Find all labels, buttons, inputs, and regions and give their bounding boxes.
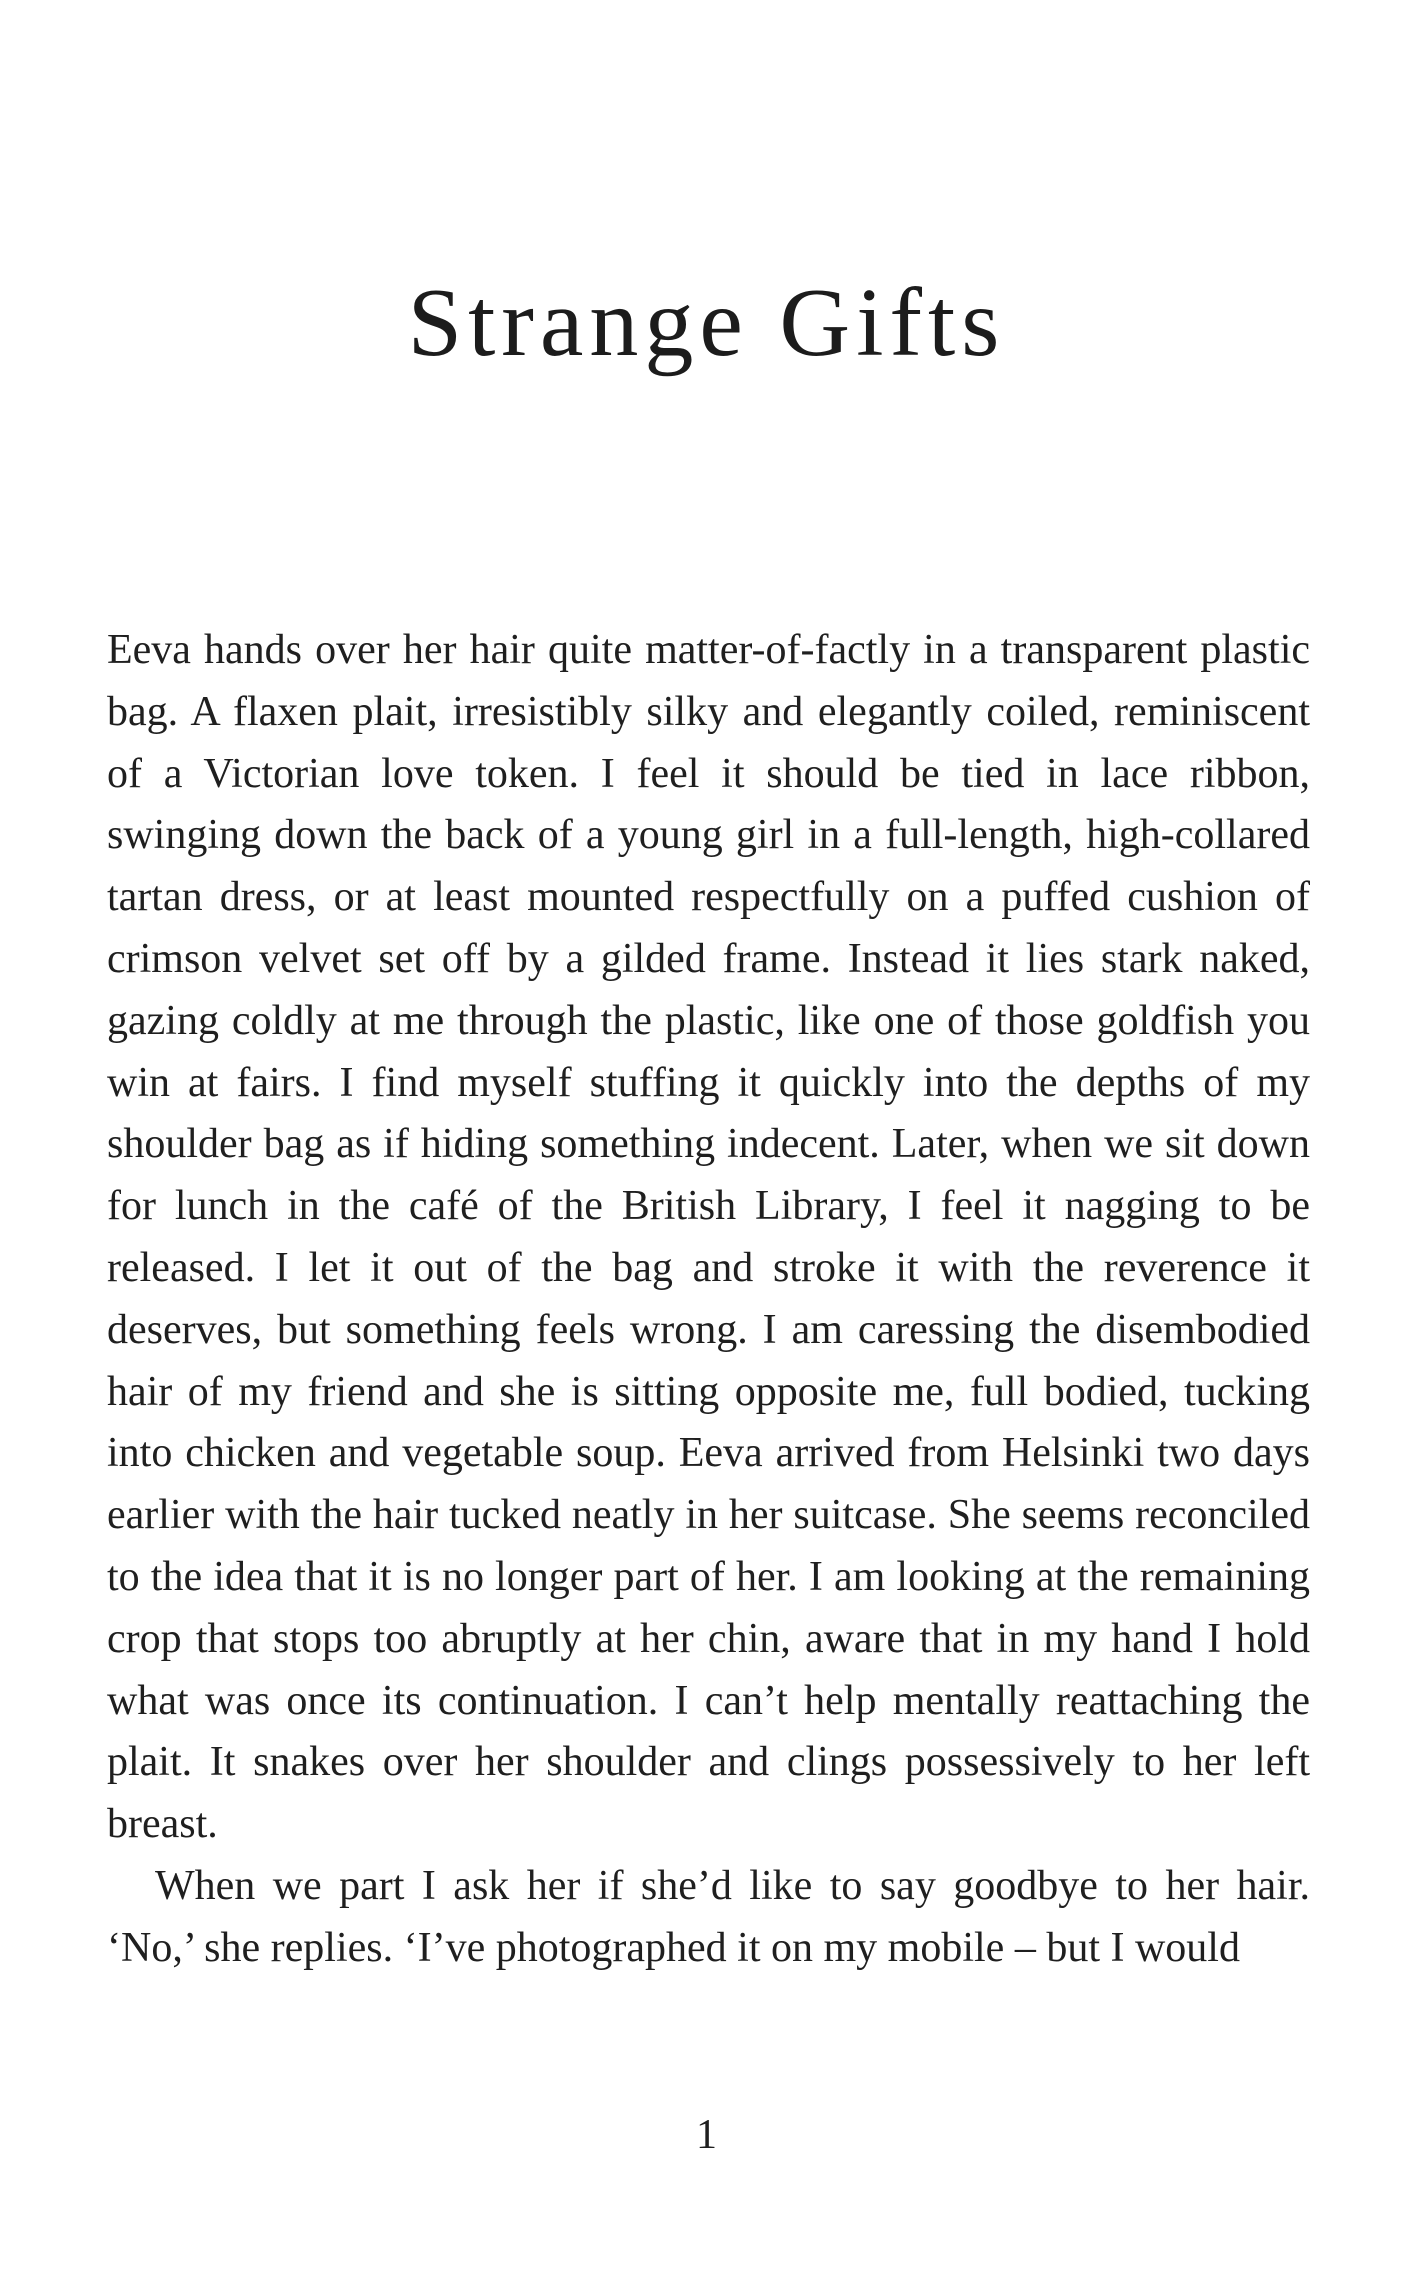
page-number: 1 bbox=[696, 2112, 717, 2158]
paragraph-2: When we part I ask her if she’d like to say goodbye to her hair. ‘No,’ she replies. ‘I’ve photographed it on my mobile – but I would bbox=[107, 1862, 1310, 1971]
chapter-title: Strange Gifts bbox=[407, 269, 1006, 377]
chapter-body bbox=[107, 620, 1310, 1980]
paragraph-1: Eeva hands over her hair quite matter-of-factly in a transparent plastic bag. A flaxen plait, irresistibly silky and elegantly coiled, reminiscent of a Victorian love token. I feel it should be tied in lace ribbon, swinging down the back of a young girl in a full-length, high-collared tartan dress, or at least mounted respectfully on a puffed cushion of crimson velvet set off by a gilded frame. Instead it lies stark naked, gazing coldly at me through the plastic, like one of those goldfish you win at fairs. I find myself stuffing it quickly into the depths of my shoulder bag as if hiding something indecent. Later, when we sit down for lunch in the café of the British Library, I feel it nagging to be released. I let it out of the bag and stroke it with the reverence it deserves, but something feels wrong. I am caressing the disembodied hair of my friend and she is sitting opposite me, full bodied, tucking into chicken and vegetable soup. Eeva arrived from Helsinki two days earlier with the hair tucked neatly in her suitcase. She seems reconciled to the idea that it is no longer part of her. I am looking at the remaining crop that stops too abruptly at her chin, aware that in my hand I hold what was once its continuation. I can’t help mentally reattaching the plait. It snakes over her shoulder and clings possessively to her left breast. bbox=[107, 627, 1310, 1848]
